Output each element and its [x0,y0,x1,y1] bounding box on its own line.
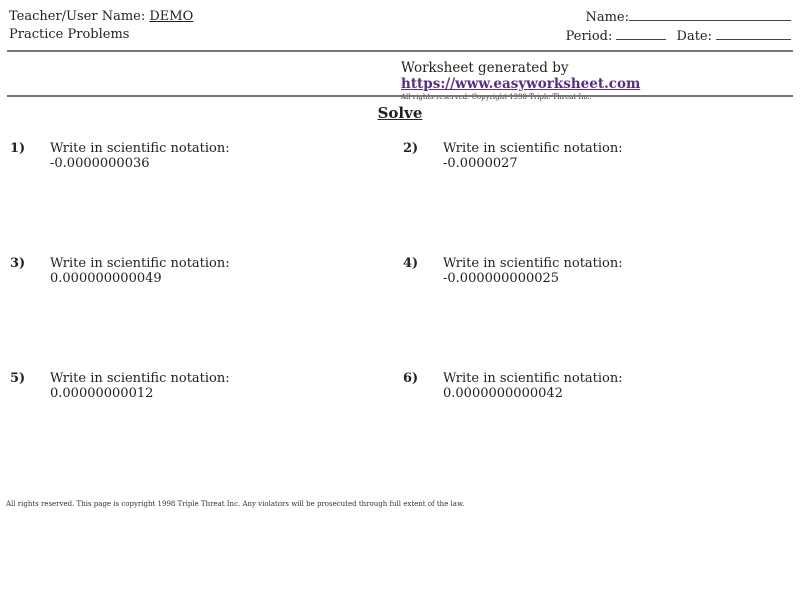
date-blank [716,27,791,40]
problem-instruction: Write in scientific notation: [50,371,230,386]
problem-instruction: Write in scientific notation: [443,256,623,271]
generator-prefix: Worksheet generated by [401,60,569,76]
period-blank [616,27,666,40]
problem-number: 3) [10,256,26,271]
problem-number: 6) [403,371,419,386]
problem-value: 0.000000000049 [50,271,162,286]
generator-copyright: All rights reserved. Copyright 1998 Triple Threat Inc. [401,93,592,101]
header-divider [7,50,793,52]
section-title: Solve [377,104,423,122]
name-blank [629,8,791,21]
worksheet-subtitle: Practice Problems [9,27,130,42]
problem-value: -0.0000027 [443,156,518,171]
problem-value: -0.000000000025 [443,271,560,286]
problem-number: 5) [10,371,26,386]
teacher-name-line [9,8,193,26]
problem-number: 1) [10,141,26,156]
problem-instruction: Write in scientific notation: [443,371,623,386]
problem-number: 2) [403,141,419,156]
teacher-name: DEMO [149,9,194,24]
problem-value: 0.00000000012 [50,386,154,401]
generator-link[interactable]: https://www.easyworksheet.com [401,76,641,92]
teacher-label: Teacher/User Name: [9,9,150,24]
problem-value: 0.0000000000042 [443,386,563,401]
section-divider [7,95,793,97]
name-label: Name: [585,10,629,25]
problem-instruction: Write in scientific notation: [443,141,623,156]
footer-copyright: All rights reserved. This page is copyright 1998 Triple Threat Inc. Any violators will be prosecuted through full extent of the law. [6,500,465,508]
period-date-line [566,27,791,46]
period-label: Period: [565,29,613,44]
date-label: Date: [676,29,712,44]
problem-value: -0.0000000036 [50,156,150,171]
problem-instruction: Write in scientific notation: [50,141,230,156]
worksheet-header-left [9,8,193,44]
student-info [566,8,791,46]
problem-instruction: Write in scientific notation: [50,256,230,271]
name-line [566,8,791,27]
problem-number: 4) [403,256,419,271]
